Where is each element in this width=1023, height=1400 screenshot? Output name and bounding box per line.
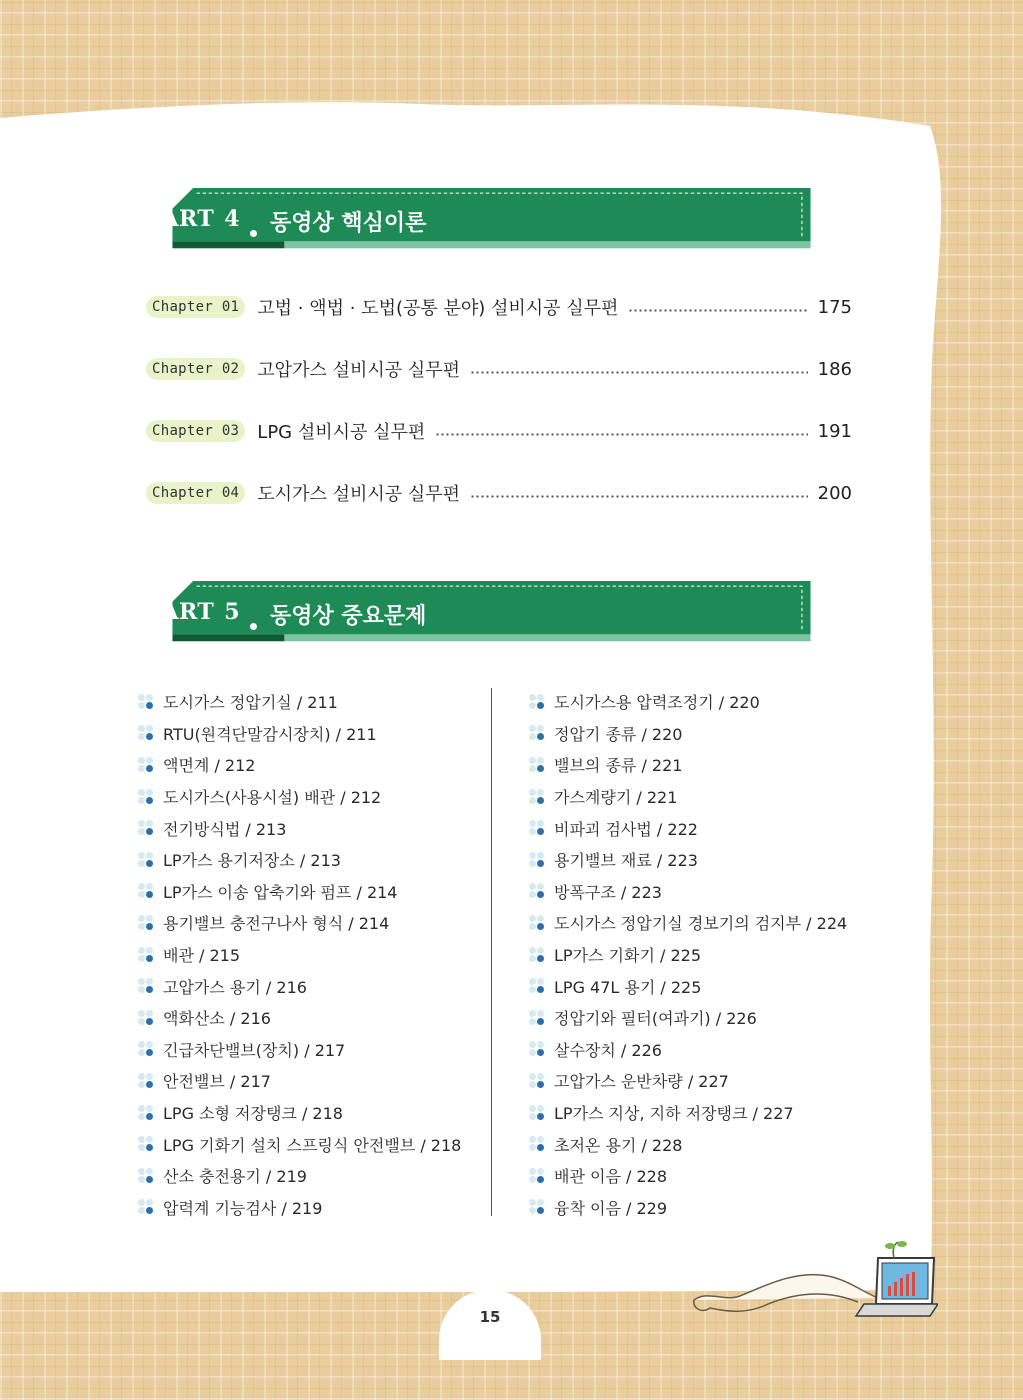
part5-label — [146, 599, 240, 625]
problem-item[interactable] — [137, 844, 461, 876]
problem-item[interactable] — [137, 812, 461, 844]
problem-text: LPG 소형 저장탱크 / 218 — [163, 1104, 343, 1124]
problem-text: 압력계 기능검사 / 219 — [163, 1198, 323, 1218]
problem-item[interactable] — [137, 1034, 461, 1066]
part5-title: 동영상 중요문제 — [270, 604, 427, 629]
problem-item[interactable] — [528, 812, 847, 844]
problem-text: 산소 충전용기 / 219 — [163, 1167, 307, 1187]
part4-header — [121, 188, 862, 260]
bullet-icon — [137, 1072, 155, 1090]
problem-item[interactable] — [528, 1128, 847, 1160]
problem-item[interactable] — [528, 1034, 847, 1066]
bullet-icon — [528, 819, 546, 837]
problem-text: 비파괴 검사법 / 222 — [554, 819, 698, 839]
chapter-title: 도시가스 설비시공 실무편 — [257, 484, 461, 505]
problem-text: LPG 기화기 설치 스프링식 안전밸브 / 218 — [163, 1135, 462, 1155]
bullet-icon — [528, 1072, 546, 1090]
problem-item[interactable] — [528, 970, 847, 1002]
problem-item[interactable] — [528, 1097, 847, 1129]
part-label: PART — [146, 599, 215, 625]
bullet-icon — [137, 977, 155, 995]
problem-item[interactable] — [528, 781, 847, 813]
chapter-page-number: 200 — [817, 482, 852, 504]
bullet-icon — [137, 1104, 155, 1122]
bullet-icon — [528, 724, 546, 742]
problem-text: LP가스 기화기 / 225 — [554, 946, 702, 966]
chapter-row[interactable] — [146, 354, 852, 384]
problem-item[interactable] — [137, 1128, 461, 1160]
chapter-badge: Chapter 03 — [146, 420, 245, 442]
problem-item[interactable] — [528, 1065, 847, 1097]
problem-item[interactable] — [137, 1065, 461, 1097]
bullet-icon — [528, 1040, 546, 1058]
problem-list-right — [528, 686, 847, 1223]
problem-item[interactable] — [528, 939, 847, 971]
bullet-icon — [528, 882, 546, 900]
problem-text: LP가스 이송 압축기와 펌프 / 214 — [163, 882, 398, 902]
bullet-icon — [528, 1135, 546, 1153]
chapter-title: LPG 설비시공 실무편 — [257, 422, 426, 443]
problem-text: 긴급차단밸브(장치) / 217 — [163, 1040, 346, 1060]
problem-text: 도시가스용 압력조정기 / 220 — [554, 693, 760, 713]
bullet-icon — [137, 756, 155, 774]
problem-text: RTU(원격단말감시장치) / 211 — [163, 724, 377, 744]
bullet-icon — [137, 1167, 155, 1185]
problem-item[interactable] — [137, 1192, 461, 1224]
problem-list-left — [137, 686, 461, 1223]
chapter-badge: Chapter 02 — [146, 358, 245, 380]
problem-text: 도시가스(사용시설) 배관 / 212 — [163, 788, 382, 808]
bullet-icon — [137, 882, 155, 900]
bullet-icon — [528, 1104, 546, 1122]
problem-item[interactable] — [528, 1002, 847, 1034]
problem-item[interactable] — [137, 718, 461, 750]
bullet-icon — [528, 756, 546, 774]
bullet-icon — [137, 1040, 155, 1058]
problem-item[interactable] — [528, 718, 847, 750]
part-number: 4 — [224, 206, 241, 232]
problem-text: LP가스 용기저장소 / 213 — [163, 851, 341, 871]
problem-text: 고압가스 용기 / 216 — [163, 977, 307, 997]
problem-item[interactable] — [137, 686, 461, 718]
problem-item[interactable] — [137, 749, 461, 781]
bullet-icon — [137, 946, 155, 964]
problem-item[interactable] — [137, 907, 461, 939]
chapter-title: 고압가스 설비시공 실무편 — [257, 360, 461, 381]
problem-text: 정압기와 필터(여과기) / 226 — [554, 1009, 757, 1029]
bullet-icon — [528, 693, 546, 711]
chapter-row[interactable] — [146, 292, 852, 322]
problem-item[interactable] — [528, 1192, 847, 1224]
leader-dots — [470, 495, 808, 498]
bullet-icon — [528, 914, 546, 932]
chapter-row[interactable] — [146, 478, 852, 508]
bullet-icon — [528, 946, 546, 964]
problem-item[interactable] — [137, 1097, 461, 1129]
leader-dots — [470, 371, 808, 374]
column-divider — [491, 688, 492, 1216]
chapter-page-number: 175 — [817, 296, 852, 318]
chapter-title: 고법 · 액법 · 도법(공통 분야) 설비시공 실무편 — [257, 298, 619, 319]
problem-item[interactable] — [137, 970, 461, 1002]
part-label: PART — [146, 206, 215, 232]
bullet-icon — [137, 788, 155, 806]
bullet-icon — [137, 1009, 155, 1027]
bullet-icon — [528, 1198, 546, 1216]
problem-text: 고압가스 운반차량 / 227 — [554, 1072, 729, 1092]
chapter-page-number: 186 — [817, 358, 852, 380]
problem-text: 방폭구조 / 223 — [554, 882, 662, 902]
part4-title: 동영상 핵심이론 — [270, 211, 427, 236]
bullet-icon — [528, 1167, 546, 1185]
problem-text: LPG 47L 용기 / 225 — [554, 977, 702, 997]
problem-text: 융착 이음 / 229 — [554, 1198, 668, 1218]
separator-dot — [250, 623, 257, 630]
problem-item[interactable] — [137, 876, 461, 908]
chapter-badge: Chapter 01 — [146, 296, 245, 318]
page-number: 15 — [479, 1308, 501, 1326]
chapter-badge: Chapter 04 — [146, 482, 245, 504]
problem-item[interactable] — [528, 844, 847, 876]
problem-text: 밸브의 종류 / 221 — [554, 756, 683, 776]
bullet-icon — [137, 1135, 155, 1153]
problem-item[interactable] — [528, 749, 847, 781]
leader-dots — [435, 433, 807, 436]
problem-item[interactable] — [137, 1160, 461, 1192]
part4-label — [146, 206, 240, 232]
problem-text: 정압기 종류 / 220 — [554, 724, 683, 744]
bullet-icon — [137, 914, 155, 932]
chapter-row[interactable] — [146, 416, 852, 446]
problem-text: 초저온 용기 / 228 — [554, 1135, 683, 1155]
bullet-icon — [137, 724, 155, 742]
problem-item[interactable] — [528, 907, 847, 939]
problem-item[interactable] — [137, 1002, 461, 1034]
problem-item[interactable] — [137, 781, 461, 813]
problem-text: 도시가스 정압기실 경보기의 검지부 / 224 — [554, 914, 848, 934]
problem-text: 전기방식법 / 213 — [163, 819, 287, 839]
part-number: 5 — [224, 599, 241, 625]
problem-text: 안전밸브 / 217 — [163, 1072, 271, 1092]
problem-text: 살수장치 / 226 — [554, 1040, 662, 1060]
problem-item[interactable] — [528, 1160, 847, 1192]
laptop-scroll-illustration — [688, 1240, 938, 1330]
bullet-icon — [528, 977, 546, 995]
leader-dots — [628, 309, 807, 312]
bullet-icon — [137, 1198, 155, 1216]
problem-text: 가스계량기 / 221 — [554, 788, 678, 808]
part5-header — [121, 581, 862, 653]
bullet-icon — [528, 788, 546, 806]
bullet-icon — [137, 819, 155, 837]
problem-item[interactable] — [528, 876, 847, 908]
problem-text: 용기밸브 충전구나사 형식 / 214 — [163, 914, 390, 934]
problem-item[interactable] — [137, 939, 461, 971]
problem-text: 액화산소 / 216 — [163, 1009, 271, 1029]
problem-text: 도시가스 정압기실 / 211 — [163, 693, 338, 713]
bullet-icon — [137, 693, 155, 711]
separator-dot — [250, 230, 257, 237]
chapter-page-number: 191 — [817, 420, 852, 442]
problem-text: 용기밸브 재료 / 223 — [554, 851, 698, 871]
problem-text: 배관 / 215 — [163, 946, 241, 966]
bullet-icon — [137, 851, 155, 869]
problem-text: 액면계 / 212 — [163, 756, 256, 776]
bullet-icon — [528, 1009, 546, 1027]
problem-item[interactable] — [528, 686, 847, 718]
problem-text: LP가스 지상, 지하 저장탱크 / 227 — [554, 1104, 794, 1124]
bullet-icon — [528, 851, 546, 869]
problem-text: 배관 이음 / 228 — [554, 1167, 668, 1187]
